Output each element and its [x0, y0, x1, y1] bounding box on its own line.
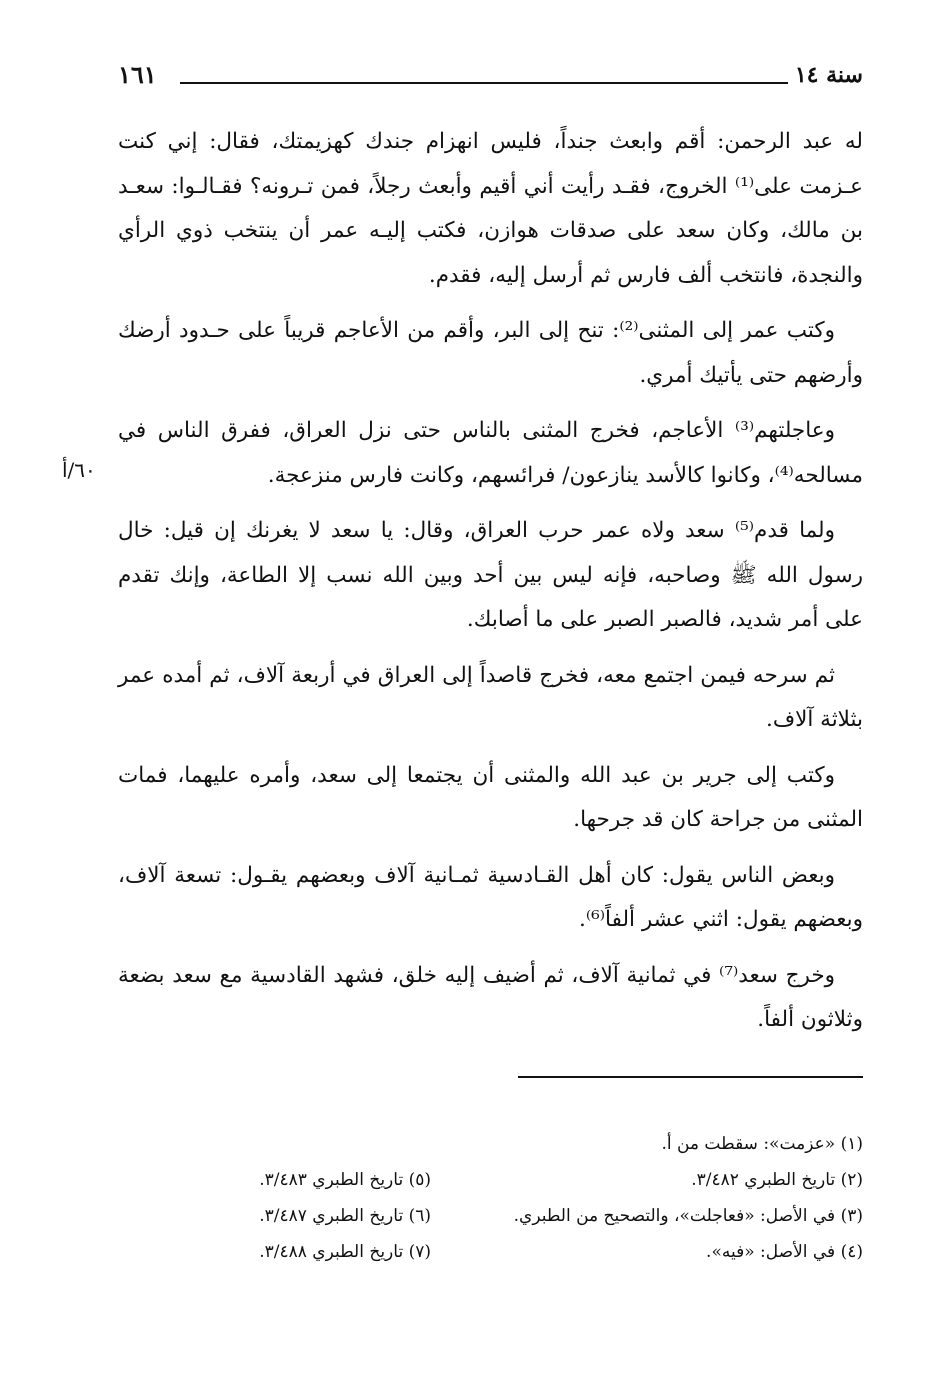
footnote: (٧) تاريخ الطبري ٣/٤٨٨. [259, 1242, 431, 1262]
paragraph: ثم سرحه فيمن اجتمع معه، فخرج قاصداً إلى العراق في أربعة آلاف، ثم أمده عمر بثلاثة آلاف. [118, 662, 863, 732]
footnote: (٤) في الأصل: «فيه». [706, 1242, 863, 1262]
footnote-separator [518, 1076, 863, 1078]
main-text [118, 120, 863, 1054]
running-header [118, 60, 863, 100]
footnote: (٢) تاريخ الطبري ٣/٤٨٢. [691, 1170, 863, 1190]
paragraph: وكتب عمر إلى المثنى⁽²⁾: تنح إلى البر، وأقم من الأعاجم قريباً على حـدود أرضك وأرضهم حتى يأتيك أمري. [118, 318, 863, 388]
paragraph: وخرج سعد⁽⁷⁾ في ثمانية آلاف، ثم أضيف إليه خلق، فشهد القادسية مع سعد بضعة وثلاثون ألفاً. [118, 962, 863, 1032]
page-number: ١٦١ [118, 60, 157, 89]
footnotes-column-right [483, 1126, 863, 1270]
header-year-label: سنة ١٤ [794, 62, 863, 88]
paragraph: وكتب إلى جرير بن عبد الله والمثنى أن يجتمعا إلى سعد، وأمره عليهما، فمات المثنى من جراحة كان قد جرحها. [118, 762, 863, 832]
footnote: (٦) تاريخ الطبري ٣/٤٨٧. [259, 1206, 431, 1226]
paragraph: وعاجلتهم⁽³⁾ الأعاجم، فخرج المثنى بالناس حتى نزل العراق، ففرق الناس في مسالحه⁽⁴⁾، وكانوا كالأسد ينازعون/ فرائسهم، وكانت فارس منزعجة. [118, 418, 863, 488]
footnotes [118, 1126, 863, 1276]
paragraph: له عبد الرحمن: أقم وابعث جنداً، فليس انهزام جندك كهزيمتك، فقال: إني كنت عـزمت على⁽¹⁾ الخروج، فقـد رأيت أني أقيم وأبعث رجلاً، فمن تـرونه؟ فقـالـوا: سعـد بن مالك، وكان سعد على صدقات هوازن، فكتب إليـه عمر أن ينتخب ذوي الرأي والنجدة، فانتخب ألف فارس ثم أرسل إليه، فقدم. [118, 129, 863, 288]
paragraph: ولما قدم⁽⁵⁾ سعد ولاه عمر حرب العراق، وقال: يا سعد لا يغرنك إن قيل: خال رسول الله ﷺ وصاحبه، فإنه ليس بين أحد وبين الله نسب إلا الطاعة، وإنك تقدم على أمر شديد، فالصبر الصبر على ما أصابك. [118, 518, 863, 632]
footnote: (٣) في الأصل: «فعاجلت»، والتصحيح من الطبري. [513, 1206, 863, 1226]
header-rule [180, 82, 788, 84]
footnote: (٥) تاريخ الطبري ٣/٤٨٣. [259, 1170, 431, 1190]
footnote: (١) «عزمت»: سقطت من أ. [661, 1134, 863, 1154]
manuscript-folio-marker: ٦٠/أ [62, 458, 96, 482]
paragraph: وبعض الناس يقول: كان أهل القـادسية ثمـانية آلاف وبعضهم يقـول: تسعة آلاف، وبعضهم يقول: اثني عشر ألفاً⁽⁶⁾. [118, 862, 863, 932]
footnotes-column-left [101, 1126, 431, 1270]
